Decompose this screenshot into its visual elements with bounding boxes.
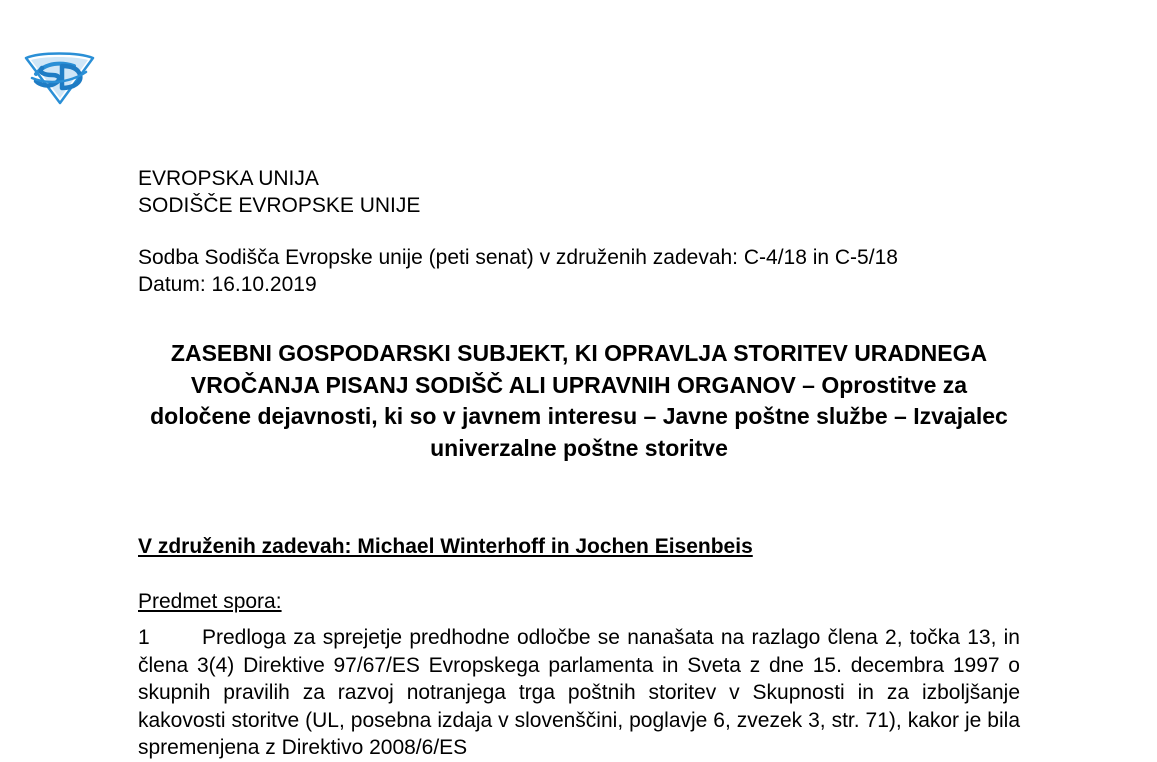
paragraph-text: Predloga za sprejetje predhodne odločbe se nanašata na razlago člena 2, točka 13, in člena 3(4) Direktive 97/67/ES Evropskega parlamenta in Sveta z dne 15. decembra 1997 o skupnih pravilih za razvoj notranjega trga poštnih storitev v Skupnosti in za izboljšanje kakovosti storitve (UL, posebna izdaja v slovenščini, poglavje 6, zvezek 3, str. 71), kakor je bila spremenjena z Direktivo 2008/6/ES bbox=[138, 626, 1020, 759]
subject-heading: Predmet spora: bbox=[138, 590, 282, 613]
paragraph-1 bbox=[138, 624, 1020, 762]
sd-logo-icon bbox=[22, 48, 96, 104]
case-date: Datum: 16.10.2019 bbox=[138, 273, 317, 296]
header-court: SODIŠČE EVROPSKE UNIJE bbox=[138, 194, 421, 217]
paragraph-number: 1 bbox=[138, 626, 150, 649]
header-eu: EVROPSKA UNIJA bbox=[138, 167, 319, 190]
parties-line: V združenih zadevah: Michael Winterhoff in Jochen Eisenbeis bbox=[138, 535, 753, 558]
judgment-title: ZASEBNI GOSPODARSKI SUBJEKT, KI OPRAVLJA STORITEV URADNEGA VROČANJA PISANJ SODIŠČ ALI UPRAVNIH ORGANOV – Oprostitve za določene dejavnosti, ki so v javnem interesu – Javne poštne službe – Izvajalec univerzalne poštne storitve bbox=[150, 340, 1008, 461]
case-reference: Sodba Sodišča Evropske unije (peti senat) v združenih zadevah: C-4/18 in C-5/18 bbox=[138, 246, 898, 269]
